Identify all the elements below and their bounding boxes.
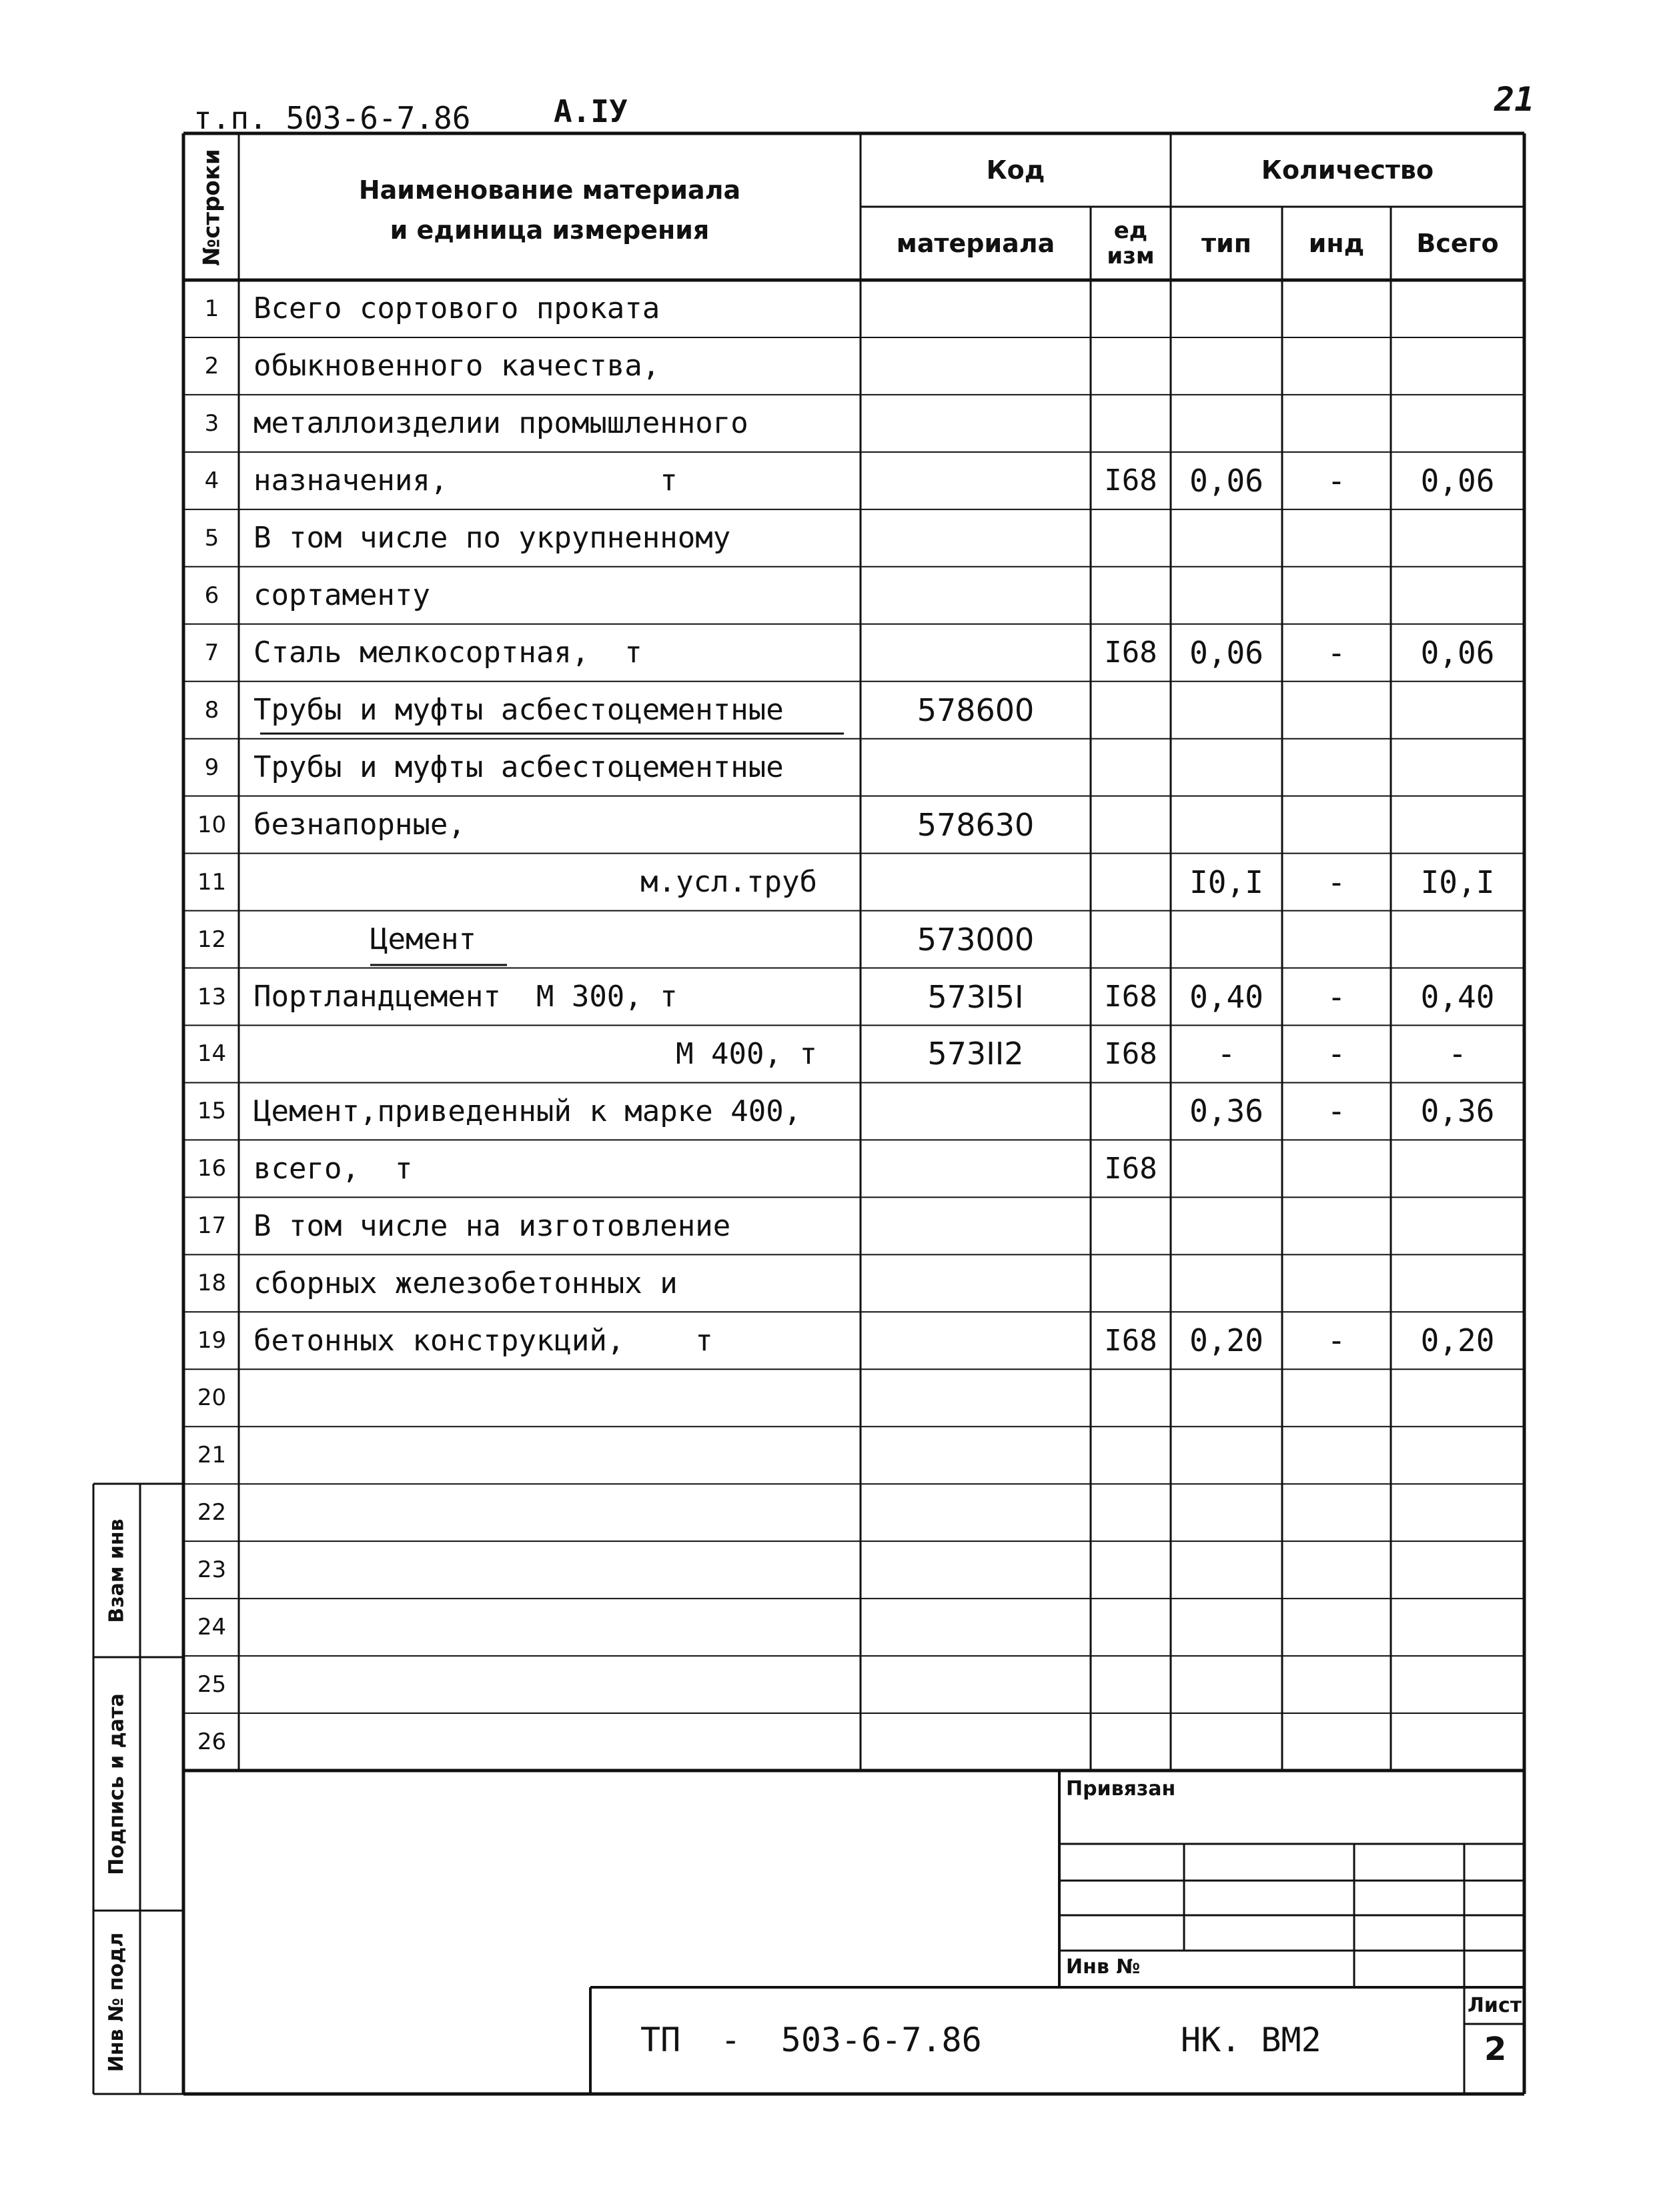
qty-type	[1171, 1484, 1282, 1541]
unit-code	[1091, 1541, 1171, 1598]
row-number: 18	[197, 1270, 227, 1297]
material-code: 578630	[917, 806, 1035, 843]
row-number: 10	[197, 811, 227, 838]
qty-ind	[1282, 796, 1391, 854]
qty-type	[1171, 280, 1282, 337]
qty-ind: -	[1327, 634, 1346, 671]
row-number: 8	[204, 696, 219, 724]
material-code	[861, 337, 1091, 395]
material-name: Цемент	[370, 922, 476, 957]
material-name: м.усл.труб	[640, 865, 817, 900]
qty-total	[1391, 1140, 1524, 1197]
material-name	[253, 1426, 857, 1484]
row-number: 4	[204, 467, 219, 494]
qty-ind	[1282, 280, 1391, 337]
row-number: 21	[197, 1442, 227, 1469]
qty-ind	[1282, 1197, 1391, 1254]
unit-code	[1091, 911, 1171, 968]
unit-code: I68	[1104, 1151, 1157, 1186]
privyazan-label: Привязан	[1066, 1777, 1176, 1801]
material-name: В том числе по укрупненному	[253, 521, 731, 556]
unit-code	[1091, 280, 1171, 337]
material-name	[253, 1713, 857, 1771]
qty-type	[1171, 1541, 1282, 1598]
qty-type	[1171, 395, 1282, 452]
qty-ind	[1282, 1369, 1391, 1426]
material-code	[861, 1484, 1091, 1541]
qty-total-header: Всего	[1416, 229, 1499, 258]
row-number: 17	[197, 1212, 227, 1240]
qty-type: 0,20	[1189, 1322, 1263, 1359]
unit-code	[1091, 854, 1171, 911]
material-name: Портландцемент М 300, т	[253, 980, 678, 1014]
material-name	[253, 1541, 857, 1598]
row-number: 15	[197, 1098, 227, 1125]
row-number: 5	[204, 524, 219, 551]
stamp-podpis-data-label: Подпись и дата	[105, 1693, 129, 1875]
material-code	[861, 1369, 1091, 1426]
material-code	[861, 1197, 1091, 1254]
unit-code: I68	[1104, 636, 1157, 670]
material-code	[861, 854, 1091, 911]
qty-ind	[1282, 1541, 1391, 1598]
qty-type	[1171, 1426, 1282, 1484]
material-name: В том числе на изготовление	[253, 1208, 731, 1243]
qty-type: 0,36	[1189, 1093, 1263, 1130]
row-number: 2	[204, 352, 219, 379]
material-code	[861, 509, 1091, 567]
material-code: 578600	[917, 692, 1035, 728]
material-name	[253, 1598, 857, 1656]
unit-code: I68	[1104, 1036, 1157, 1071]
row-number: 9	[204, 754, 219, 781]
code-header: Код	[986, 155, 1045, 185]
qty-ind	[1282, 911, 1391, 968]
unit-code: I68	[1104, 1323, 1157, 1358]
row-number-header-label: №строки	[198, 149, 225, 266]
material-code	[861, 280, 1091, 337]
material-name: обыкновенного качества,	[253, 349, 660, 383]
qty-type	[1171, 682, 1282, 739]
material-name: Цемент,приведенный к марке 400,	[253, 1094, 802, 1128]
qty-ind	[1282, 682, 1391, 739]
qty-type: 0,06	[1189, 634, 1263, 671]
material-code	[861, 567, 1091, 624]
material-code	[861, 1713, 1091, 1771]
name-header-line2: и единица измерения	[390, 215, 710, 245]
qty-type: I0,I	[1189, 864, 1263, 900]
quantity-header: Количество	[1261, 155, 1434, 185]
qty-ind	[1282, 337, 1391, 395]
qty-ind	[1282, 1254, 1391, 1312]
doc-number: ТП - 503-6-7.86	[640, 2021, 982, 2059]
qty-type-header: тип	[1201, 229, 1251, 258]
material-code	[861, 1598, 1091, 1656]
unit-code	[1091, 1598, 1171, 1656]
unit-code	[1091, 1254, 1171, 1312]
unit-code	[1091, 509, 1171, 567]
row-number: 13	[197, 983, 227, 1010]
qty-total	[1391, 1426, 1524, 1484]
material-code	[861, 1541, 1091, 1598]
qty-total	[1391, 280, 1524, 337]
qty-type	[1171, 1197, 1282, 1254]
qty-type	[1171, 1598, 1282, 1656]
qty-total	[1391, 1369, 1524, 1426]
qty-ind-header: инд	[1308, 229, 1365, 258]
qty-total	[1391, 1541, 1524, 1598]
row-number: 26	[197, 1729, 227, 1755]
unit-code	[1091, 1713, 1171, 1771]
material-code	[861, 624, 1091, 682]
qty-total	[1391, 1598, 1524, 1656]
qty-type	[1171, 509, 1282, 567]
qty-type	[1171, 567, 1282, 624]
material-code: 573I5I	[927, 978, 1024, 1015]
material-code: 573II2	[927, 1036, 1024, 1072]
unit-code	[1091, 796, 1171, 854]
row-number: 23	[197, 1556, 227, 1584]
unit-code	[1091, 567, 1171, 624]
qty-total	[1391, 1713, 1524, 1771]
qty-total: 0,40	[1420, 978, 1495, 1015]
qty-ind: -	[1327, 1322, 1346, 1359]
stamp-vzam-inv	[93, 1484, 140, 1657]
qty-total	[1391, 395, 1524, 452]
qty-ind	[1282, 739, 1391, 796]
material-code	[861, 1312, 1091, 1369]
unit-code	[1091, 682, 1171, 739]
material-name	[253, 1656, 857, 1713]
material-code	[861, 395, 1091, 452]
qty-total	[1391, 337, 1524, 395]
unit-code	[1091, 1484, 1171, 1541]
qty-ind	[1282, 1598, 1391, 1656]
material-name: назначения, т	[253, 463, 678, 498]
qty-total	[1391, 1197, 1524, 1254]
qty-total	[1391, 509, 1524, 567]
qty-ind: -	[1327, 864, 1346, 900]
name-header	[239, 163, 861, 257]
row-number: 3	[204, 409, 219, 437]
sheet-number: 2	[1484, 2031, 1507, 2068]
qty-type	[1171, 911, 1282, 968]
qty-type: -	[1217, 1036, 1236, 1072]
sheet-label: Лист	[1468, 1994, 1522, 2017]
material-code	[861, 1426, 1091, 1484]
material-name: безнапорные,	[253, 808, 466, 842]
qty-total	[1391, 1484, 1524, 1541]
qty-ind	[1282, 1656, 1391, 1713]
qty-type	[1171, 1140, 1282, 1197]
stamp-inv-podl-label: Инв № подл	[105, 1932, 129, 2073]
material-code	[861, 1082, 1091, 1140]
material-name: сборных железобетонных и	[253, 1266, 678, 1300]
qty-total	[1391, 1656, 1524, 1713]
material-name	[253, 1369, 857, 1426]
unit-code	[1091, 1656, 1171, 1713]
material-name: бетонных конструкций, т	[253, 1323, 713, 1358]
qty-type	[1171, 1656, 1282, 1713]
material-name: Трубы и муфты асбестоцементные	[253, 750, 784, 785]
qty-total: 0,06	[1420, 462, 1495, 499]
material-name: М 400, т	[676, 1036, 817, 1071]
stamp-vzam-inv-label: Взам инв	[105, 1518, 129, 1623]
qty-ind: -	[1327, 978, 1346, 1015]
row-number: 19	[197, 1327, 227, 1354]
qty-ind	[1282, 1426, 1391, 1484]
material-code	[861, 1254, 1091, 1312]
material-name: всего, т	[253, 1151, 413, 1186]
material-name: Сталь мелкосортная, т	[253, 636, 642, 670]
material-code	[861, 1656, 1091, 1713]
row-number: 20	[197, 1384, 227, 1412]
qty-total: 0,36	[1420, 1093, 1495, 1130]
unit-code: I68	[1104, 980, 1157, 1014]
qty-type	[1171, 1369, 1282, 1426]
stamp-inv-podl	[93, 1911, 140, 2094]
material-name: Всего сортового проката	[253, 291, 660, 326]
unit-code	[1091, 337, 1171, 395]
stamp-podpis-data	[93, 1657, 140, 1911]
qty-total	[1391, 796, 1524, 854]
qty-total: I0,I	[1420, 864, 1495, 900]
qty-ind	[1282, 395, 1391, 452]
code-unit-header: ед изм	[1107, 217, 1155, 269]
qty-ind	[1282, 1713, 1391, 1771]
inv-no-label: Инв №	[1066, 1955, 1141, 1979]
qty-ind	[1282, 1484, 1391, 1541]
row-number: 7	[204, 639, 219, 666]
material-code	[861, 1140, 1091, 1197]
doc-mark: НК. ВМ2	[1181, 2021, 1321, 2059]
row-number: 6	[204, 582, 219, 609]
qty-type	[1171, 796, 1282, 854]
qty-total: -	[1448, 1036, 1467, 1072]
material-name: Трубы и муфты асбестоцементные	[253, 693, 784, 728]
unit-code	[1091, 1082, 1171, 1140]
unit-code	[1091, 739, 1171, 796]
qty-total	[1391, 567, 1524, 624]
qty-total	[1391, 739, 1524, 796]
album-label: А.IУ	[554, 93, 628, 129]
qty-ind	[1282, 509, 1391, 567]
material-name: металлоизделии промышленного	[253, 406, 748, 441]
name-header-line1: Наименование материала	[358, 175, 741, 205]
material-code: 573000	[917, 921, 1035, 958]
unit-code: I68	[1104, 463, 1157, 498]
row-number: 25	[197, 1671, 227, 1699]
unit-code	[1091, 1197, 1171, 1254]
unit-code	[1091, 1426, 1171, 1484]
qty-total	[1391, 682, 1524, 739]
qty-type	[1171, 739, 1282, 796]
qty-type: 0,40	[1189, 978, 1263, 1015]
qty-ind: -	[1327, 1036, 1346, 1072]
qty-type	[1171, 1254, 1282, 1312]
row-number: 12	[197, 926, 227, 953]
row-number: 11	[197, 868, 227, 896]
row-number: 24	[197, 1614, 227, 1641]
unit-code	[1091, 1369, 1171, 1426]
row-number: 16	[197, 1155, 227, 1182]
qty-type	[1171, 1713, 1282, 1771]
doc-code: т.п. 503-6-7.86	[193, 100, 471, 136]
qty-ind: -	[1327, 462, 1346, 499]
qty-total: 0,06	[1420, 634, 1495, 671]
material-name: сортаменту	[253, 578, 430, 613]
unit-code	[1091, 395, 1171, 452]
qty-ind: -	[1327, 1093, 1346, 1130]
material-code	[861, 452, 1091, 509]
code-material-header: материала	[896, 229, 1055, 258]
material-code	[861, 739, 1091, 796]
qty-type: 0,06	[1189, 462, 1263, 499]
row-number: 14	[197, 1040, 227, 1068]
qty-total	[1391, 1254, 1524, 1312]
qty-ind	[1282, 567, 1391, 624]
material-name	[253, 1484, 857, 1541]
row-number: 1	[204, 295, 219, 322]
qty-ind	[1282, 1140, 1391, 1197]
row-number-header	[187, 137, 237, 278]
qty-type	[1171, 337, 1282, 395]
qty-total	[1391, 911, 1524, 968]
row-number: 22	[197, 1499, 227, 1526]
qty-total: 0,20	[1420, 1322, 1495, 1359]
page-number: 21	[1494, 80, 1535, 119]
